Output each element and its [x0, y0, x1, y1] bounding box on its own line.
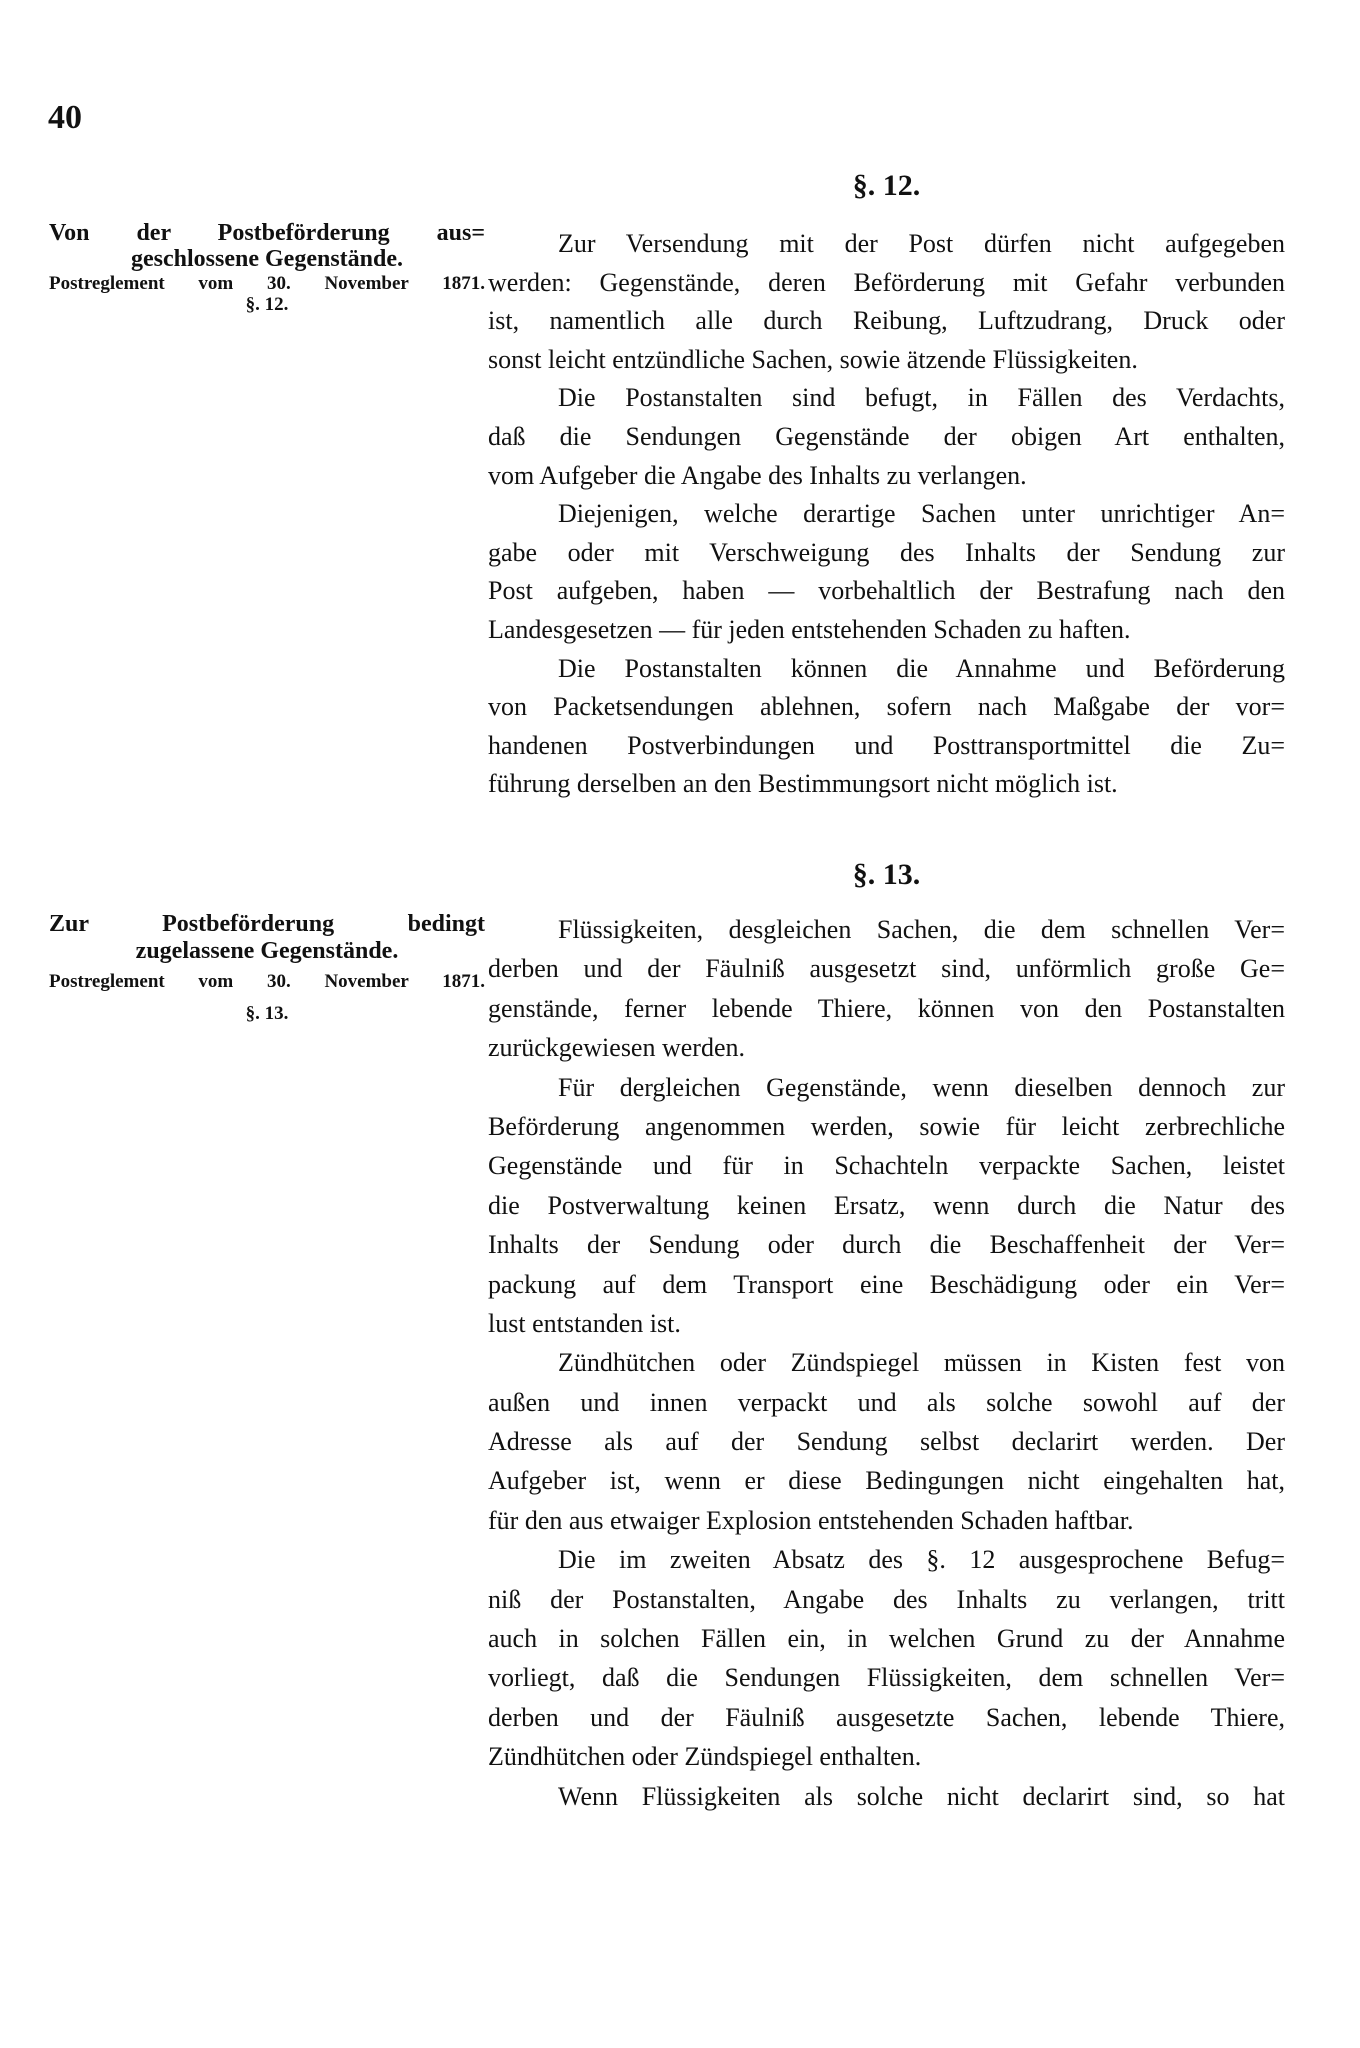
margin-note-title-line: Von der Postbeförderung aus= — [49, 220, 485, 246]
text-line: werden: Gegenstände, deren Beförderung mit Gefahr verbunden — [488, 267, 1285, 297]
paragraph — [488, 1777, 1285, 1816]
text-line: Die im zweiten Absatz des §. 12 ausgesprochene Befug= — [558, 1545, 1285, 1575]
paragraph — [488, 379, 1285, 495]
text-line: handenen Postverbindungen und Posttransportmittel die Zu= — [488, 730, 1285, 760]
text-line: Landesgesetzen — für jeden entstehenden Schaden zu haften. — [488, 614, 1131, 644]
text-line: Post aufgeben, haben — vorbehaltlich der Bestrafung nach den — [488, 576, 1285, 606]
paragraph — [488, 1068, 1285, 1344]
text-line: Flüssigkeiten, desgleichen Sachen, die dem schnellen Ver= — [558, 915, 1285, 944]
text-line: gabe oder mit Verschweigung des Inhalts der Sendung zur — [488, 537, 1285, 567]
text-line: daß die Sendungen Gegenstände der obigen Art enthalten, — [488, 421, 1285, 451]
text-line: Inhalts der Sendung oder durch die Beschaffenheit der Ver= — [488, 1230, 1285, 1260]
section-heading-12: §. 12. — [852, 169, 921, 202]
text-line: Für dergleichen Gegenstände, wenn dieselben dennoch zur — [558, 1072, 1285, 1102]
paragraph — [488, 910, 1285, 1068]
text-line: Diejenigen, welche derartige Sachen unter unrichtiger An= — [558, 499, 1285, 529]
text-line: Gegenstände und für in Schachteln verpackte Sachen, leistet — [488, 1151, 1285, 1181]
text-line: ist, namentlich alle durch Reibung, Luftzudrang, Druck oder — [488, 306, 1285, 336]
paragraph — [488, 650, 1285, 804]
text-line: außen und innen verpackt und als solche sowohl auf der — [488, 1387, 1285, 1417]
text-line: auch in solchen Fällen ein, in welchen Grund zu der Annahme — [488, 1624, 1285, 1654]
text-line: Zündhütchen oder Zündspiegel müssen in Kisten fest von — [558, 1348, 1285, 1378]
text-line: von Packetsendungen ablehnen, sofern nach Maßgabe der vor= — [488, 692, 1285, 722]
margin-note-section-13 — [49, 911, 485, 1025]
text-line: vorliegt, daß die Sendungen Flüssigkeiten, dem schnellen Ver= — [488, 1663, 1285, 1693]
text-line: sonst leicht entzündliche Sachen, sowie ätzende Flüssigkeiten. — [488, 344, 1138, 374]
section-heading-13: §. 13. — [852, 858, 921, 891]
margin-note-reference: §. 13. — [245, 1003, 289, 1024]
text-line: Die Postanstalten können die Annahme und Beförderung — [558, 653, 1285, 683]
text-line: Zur Versendung mit der Post dürfen nicht aufgegeben — [558, 229, 1285, 258]
text-line: führung derselben an den Bestimmungsort nicht möglich ist. — [488, 769, 1118, 799]
text-line: Aufgeber ist, wenn er diese Bedingungen nicht eingehalten hat, — [488, 1466, 1285, 1496]
text-line: lust entstanden ist. — [488, 1308, 681, 1338]
margin-note-section-12 — [49, 220, 485, 316]
margin-note-reference: §. 12. — [245, 294, 289, 315]
paragraph — [488, 1540, 1285, 1776]
section-body-12 — [488, 225, 1285, 804]
paragraph — [488, 225, 1285, 379]
margin-note-title-line: Zur Postbeförderung bedingt — [49, 911, 485, 937]
text-line: für den aus etwaiger Explosion entstehenden Schaden haftbar. — [488, 1505, 1134, 1535]
text-line: niß der Postanstalten, Angabe des Inhalts zu verlangen, tritt — [488, 1584, 1285, 1614]
section-body-13 — [488, 910, 1285, 1816]
margin-note-source: Postreglement vom 30. November 1871. — [49, 273, 485, 294]
margin-note-title-line: zugelassene Gegenstände. — [135, 938, 399, 964]
paragraph — [488, 1343, 1285, 1540]
text-line: die Postverwaltung keinen Ersatz, wenn durch die Natur des — [488, 1190, 1285, 1220]
margin-note-source: Postreglement vom 30. November 1871. — [49, 971, 485, 992]
text-line: packung auf dem Transport eine Beschädigung oder ein Ver= — [488, 1269, 1285, 1299]
page-number: 40 — [48, 99, 82, 136]
text-line: Wenn Flüssigkeiten als solche nicht declarirt sind, so hat — [558, 1781, 1285, 1811]
text-line: Beförderung angenommen werden, sowie für leicht zerbrechliche — [488, 1111, 1285, 1141]
text-line: derben und der Fäulniß ausgesetzt sind, unförmlich große Ge= — [488, 954, 1285, 984]
paragraph — [488, 495, 1285, 649]
text-line: Zündhütchen oder Zündspiegel enthalten. — [488, 1742, 922, 1772]
text-line: Die Postanstalten sind befugt, in Fällen des Verdachts, — [558, 383, 1285, 413]
text-line: vom Aufgeber die Angabe des Inhalts zu verlangen. — [488, 460, 1027, 490]
text-line: derben und der Fäulniß ausgesetzte Sachen, lebende Thiere, — [488, 1702, 1285, 1732]
text-line: genstände, ferner lebende Thiere, können von den Postanstalten — [488, 993, 1285, 1023]
margin-note-title-line: geschlossene Gegenstände. — [131, 246, 403, 272]
text-line: zurückgewiesen werden. — [488, 1033, 745, 1063]
text-line: Adresse als auf der Sendung selbst declarirt werden. Der — [488, 1427, 1285, 1457]
